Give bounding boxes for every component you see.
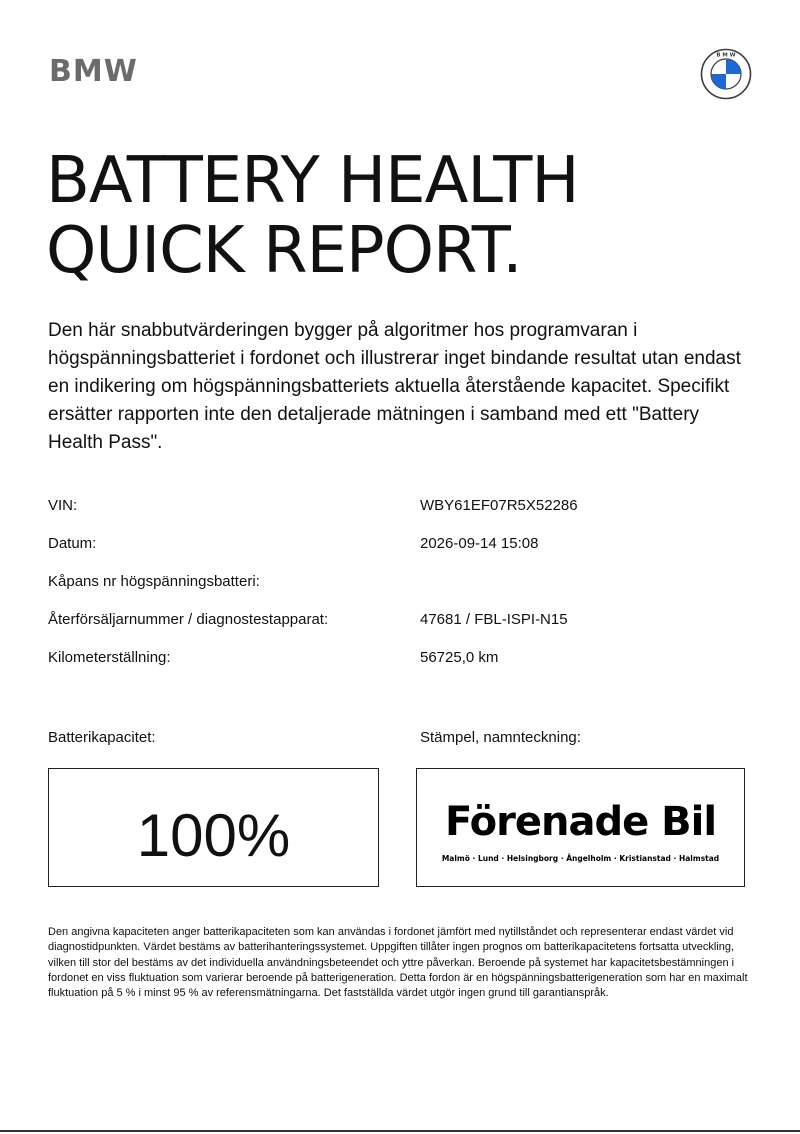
dealer-value: 47681 / FBL-ISPI-N15 bbox=[420, 611, 568, 628]
vehicle-info-list bbox=[48, 497, 748, 687]
stamp-box bbox=[416, 768, 745, 887]
field-row-battery-cover bbox=[48, 573, 748, 611]
dealer-label: Återförsäljarnummer / diagnostestapparat: bbox=[48, 611, 329, 628]
title-line-2: QUICK REPORT. bbox=[46, 214, 522, 288]
svg-text:B M W: B M W bbox=[716, 52, 736, 59]
capacity-box bbox=[48, 768, 379, 887]
dealer-stamp-locations: Malmö · Lund · Helsingborg · Ängelholm · Kristianstad · Halmstad bbox=[441, 854, 720, 863]
field-row-vin bbox=[48, 497, 748, 535]
field-row-dealer bbox=[48, 611, 748, 649]
capacity-label: Batterikapacitet: bbox=[48, 729, 156, 746]
intro-paragraph: Den här snabbutvärderingen bygger på algoritmer hos programvaran i högspänningsbatteriet i fordonet och illustrerar inget bindande resultat utan endast en indikering om högspänningsbatteriets aktuella återstående kapacitet. Specifikt ersätter rapporten inte den detaljerade mätningen i samband med ett "Battery Health Pass". bbox=[48, 320, 741, 453]
bottom-divider bbox=[0, 1130, 800, 1132]
bmw-roundel-icon bbox=[700, 48, 752, 100]
brand-wordmark: BMW bbox=[49, 54, 138, 89]
capacity-value: 100% bbox=[136, 802, 291, 869]
dealer-stamp-name: Förenade Bil bbox=[444, 799, 717, 845]
date-value: 2026-09-14 15:08 bbox=[420, 535, 539, 552]
title-line-1: BATTERY HEALTH bbox=[46, 144, 579, 218]
disclaimer-footnote: Den angivna kapaciteten anger batterikapaciteten som kan användas i fordonet jämfört med nytillståndet och representerar endast värdet vid diagnostidpunkten. Värdet bestäms av batterihanteringssystemet. Uppgiften tillåter ingen prognos om batterikapacitetens fortsatta utveckling, vilken till stor del bestäms av det individuella användningsbeteendet och yttre påverkan. Beroende på systemet har kapacitetsbestämningen i fordonet en viss fluktuation som varierar beroende på batterigeneration. Detta fordon är en högspänningsbatterigeneration som har en maximalt fluktuation på 5 % i minst 95 % av referensmätningarna. Det fastställda värdet utgör ingen grund till garantianspråk. bbox=[48, 926, 748, 1000]
report-title bbox=[46, 146, 578, 286]
vin-label: VIN: bbox=[48, 497, 78, 514]
date-label: Datum: bbox=[48, 535, 97, 552]
field-row-mileage bbox=[48, 649, 748, 687]
vin-value: WBY61EF07R5X52286 bbox=[420, 497, 578, 514]
stamp-label: Stämpel, namnteckning: bbox=[420, 729, 581, 746]
mileage-label: Kilometerställning: bbox=[48, 649, 171, 666]
field-row-date bbox=[48, 535, 748, 573]
mileage-value: 56725,0 km bbox=[420, 649, 499, 666]
battery-cover-label: Kåpans nr högspänningsbatteri: bbox=[48, 573, 260, 590]
